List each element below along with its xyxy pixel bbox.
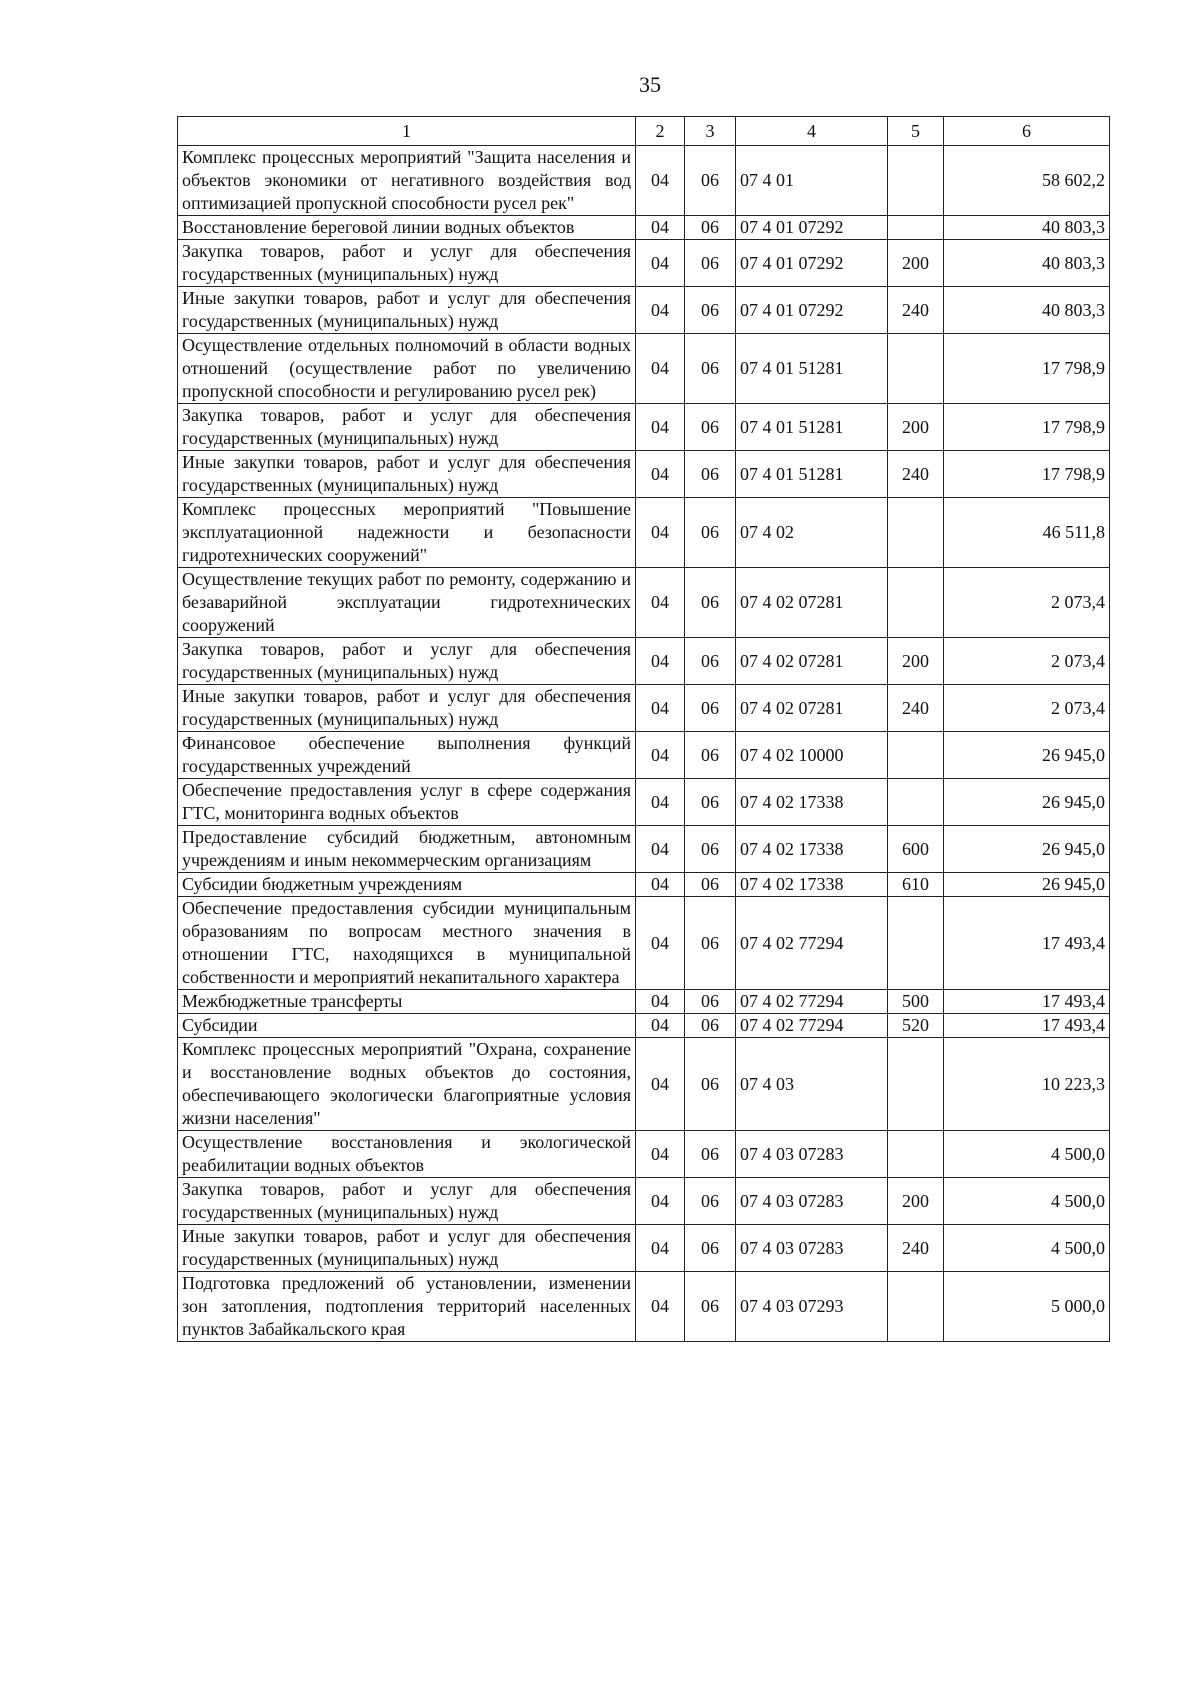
table-row <box>178 287 1110 334</box>
section-code-cell: 04 <box>636 685 685 732</box>
subsection-code-cell: 06 <box>685 404 736 451</box>
amount-cell: 4 500,0 <box>944 1178 1110 1225</box>
expense-type-cell <box>888 779 944 826</box>
subsection-code-cell: 06 <box>685 146 736 216</box>
subsection-code-cell: 06 <box>685 1178 736 1225</box>
amount-cell: 2 073,4 <box>944 638 1110 685</box>
row-name-cell: Осуществление текущих работ по ремонту, содержанию и безаварийной эксплуатации гидротехнических сооружений <box>178 568 636 638</box>
row-name-cell: Предоставление субсидий бюджетным, автономным учреждениям и иным некоммерческим организациям <box>178 826 636 873</box>
subsection-code-cell: 06 <box>685 334 736 404</box>
expense-type-cell <box>888 1272 944 1342</box>
amount-cell: 4 500,0 <box>944 1131 1110 1178</box>
subsection-code-cell: 06 <box>685 498 736 568</box>
amount-cell: 4 500,0 <box>944 1225 1110 1272</box>
row-name-cell: Иные закупки товаров, работ и услуг для обеспечения государственных (муниципальных) нужд <box>178 1225 636 1272</box>
amount-cell: 40 803,3 <box>944 240 1110 287</box>
amount-cell: 17 493,4 <box>944 897 1110 990</box>
target-article-cell: 07 4 02 77294 <box>736 1014 888 1038</box>
row-name-cell: Закупка товаров, работ и услуг для обеспечения государственных (муниципальных) нужд <box>178 240 636 287</box>
table-row <box>178 498 1110 568</box>
amount-cell: 40 803,3 <box>944 216 1110 240</box>
target-article-cell: 07 4 01 <box>736 146 888 216</box>
subsection-code-cell: 06 <box>685 779 736 826</box>
table-row <box>178 451 1110 498</box>
row-name-cell: Осуществление отдельных полномочий в области водных отношений (осуществление работ по увеличению пропускной способности и регулированию русел рек) <box>178 334 636 404</box>
table-row <box>178 779 1110 826</box>
row-name-cell: Комплекс процессных мероприятий "Охрана, сохранение и восстановление водных объектов до состояния, обеспечивающего экологически благоприятные условия жизни населения" <box>178 1038 636 1131</box>
amount-cell: 40 803,3 <box>944 287 1110 334</box>
target-article-cell: 07 4 03 <box>736 1038 888 1131</box>
amount-cell: 2 073,4 <box>944 568 1110 638</box>
section-code-cell: 04 <box>636 1131 685 1178</box>
table-row <box>178 685 1110 732</box>
row-name-cell: Обеспечение предоставления услуг в сфере содержания ГТС, мониторинга водных объектов <box>178 779 636 826</box>
subsection-code-cell: 06 <box>685 287 736 334</box>
expense-type-cell: 200 <box>888 404 944 451</box>
expense-type-cell <box>888 568 944 638</box>
expense-type-cell: 200 <box>888 240 944 287</box>
table-row <box>178 146 1110 216</box>
amount-cell: 26 945,0 <box>944 873 1110 897</box>
section-code-cell: 04 <box>636 216 685 240</box>
amount-cell: 17 798,9 <box>944 451 1110 498</box>
target-article-cell: 07 4 03 07283 <box>736 1225 888 1272</box>
section-code-cell: 04 <box>636 404 685 451</box>
table-body <box>178 146 1110 1342</box>
section-code-cell: 04 <box>636 1272 685 1342</box>
amount-cell: 58 602,2 <box>944 146 1110 216</box>
expense-type-cell: 240 <box>888 1225 944 1272</box>
subsection-code-cell: 06 <box>685 732 736 779</box>
section-code-cell: 04 <box>636 732 685 779</box>
subsection-code-cell: 06 <box>685 873 736 897</box>
expense-type-cell: 520 <box>888 1014 944 1038</box>
target-article-cell: 07 4 03 07283 <box>736 1131 888 1178</box>
section-code-cell: 04 <box>636 498 685 568</box>
expense-type-cell: 200 <box>888 638 944 685</box>
subsection-code-cell: 06 <box>685 1225 736 1272</box>
amount-cell: 5 000,0 <box>944 1272 1110 1342</box>
subsection-code-cell: 06 <box>685 897 736 990</box>
subsection-code-cell: 06 <box>685 826 736 873</box>
row-name-cell: Субсидии бюджетным учреждениям <box>178 873 636 897</box>
row-name-cell: Финансовое обеспечение выполнения функций государственных учреждений <box>178 732 636 779</box>
subsection-code-cell: 06 <box>685 568 736 638</box>
amount-cell: 17 798,9 <box>944 404 1110 451</box>
row-name-cell: Осуществление восстановления и экологической реабилитации водных объектов <box>178 1131 636 1178</box>
section-code-cell: 04 <box>636 897 685 990</box>
target-article-cell: 07 4 03 07283 <box>736 1178 888 1225</box>
budget-table <box>177 116 1110 1342</box>
target-article-cell: 07 4 02 77294 <box>736 990 888 1014</box>
expense-type-cell: 500 <box>888 990 944 1014</box>
expense-type-cell: 240 <box>888 287 944 334</box>
target-article-cell: 07 4 02 17338 <box>736 779 888 826</box>
header-cell: 2 <box>636 117 685 146</box>
amount-cell: 46 511,8 <box>944 498 1110 568</box>
row-name-cell: Иные закупки товаров, работ и услуг для обеспечения государственных (муниципальных) нужд <box>178 451 636 498</box>
target-article-cell: 07 4 01 07292 <box>736 240 888 287</box>
expense-type-cell: 600 <box>888 826 944 873</box>
row-name-cell: Комплекс процессных мероприятий "Защита населения и объектов экономики от негативного воздействия вод оптимизацией пропускной способности русел рек" <box>178 146 636 216</box>
header-cell: 6 <box>944 117 1110 146</box>
target-article-cell: 07 4 01 51281 <box>736 451 888 498</box>
section-code-cell: 04 <box>636 826 685 873</box>
section-code-cell: 04 <box>636 334 685 404</box>
expense-type-cell: 240 <box>888 685 944 732</box>
section-code-cell: 04 <box>636 451 685 498</box>
expense-type-cell <box>888 897 944 990</box>
row-name-cell: Обеспечение предоставления субсидии муниципальным образованиям по вопросам местного значения в отношении ГТС, находящихся в муниципальной собственности и мероприятий некапитального характера <box>178 897 636 990</box>
row-name-cell: Закупка товаров, работ и услуг для обеспечения государственных (муниципальных) нужд <box>178 638 636 685</box>
section-code-cell: 04 <box>636 146 685 216</box>
table-row <box>178 897 1110 990</box>
amount-cell: 10 223,3 <box>944 1038 1110 1131</box>
table-row <box>178 1225 1110 1272</box>
section-code-cell: 04 <box>636 638 685 685</box>
expense-type-cell <box>888 498 944 568</box>
table-row <box>178 1131 1110 1178</box>
expense-type-cell <box>888 1131 944 1178</box>
section-code-cell: 04 <box>636 873 685 897</box>
amount-cell: 26 945,0 <box>944 732 1110 779</box>
amount-cell: 26 945,0 <box>944 779 1110 826</box>
row-name-cell: Восстановление береговой линии водных объектов <box>178 216 636 240</box>
target-article-cell: 07 4 02 <box>736 498 888 568</box>
amount-cell: 17 493,4 <box>944 1014 1110 1038</box>
table-row <box>178 1272 1110 1342</box>
section-code-cell: 04 <box>636 1178 685 1225</box>
row-name-cell: Закупка товаров, работ и услуг для обеспечения государственных (муниципальных) нужд <box>178 1178 636 1225</box>
row-name-cell: Иные закупки товаров, работ и услуг для обеспечения государственных (муниципальных) нужд <box>178 287 636 334</box>
amount-cell: 26 945,0 <box>944 826 1110 873</box>
target-article-cell: 07 4 02 17338 <box>736 873 888 897</box>
table-row <box>178 873 1110 897</box>
table-row <box>178 1014 1110 1038</box>
expense-type-cell: 200 <box>888 1178 944 1225</box>
subsection-code-cell: 06 <box>685 1038 736 1131</box>
subsection-code-cell: 06 <box>685 990 736 1014</box>
target-article-cell: 07 4 01 51281 <box>736 404 888 451</box>
amount-cell: 17 493,4 <box>944 990 1110 1014</box>
section-code-cell: 04 <box>636 779 685 826</box>
table-row <box>178 216 1110 240</box>
target-article-cell: 07 4 02 07281 <box>736 685 888 732</box>
subsection-code-cell: 06 <box>685 240 736 287</box>
subsection-code-cell: 06 <box>685 1131 736 1178</box>
expense-type-cell <box>888 146 944 216</box>
section-code-cell: 04 <box>636 287 685 334</box>
row-name-cell: Закупка товаров, работ и услуг для обеспечения государственных (муниципальных) нужд <box>178 404 636 451</box>
header-cell: 5 <box>888 117 944 146</box>
subsection-code-cell: 06 <box>685 685 736 732</box>
table-row <box>178 404 1110 451</box>
target-article-cell: 07 4 02 77294 <box>736 897 888 990</box>
target-article-cell: 07 4 03 07293 <box>736 1272 888 1342</box>
header-cell: 1 <box>178 117 636 146</box>
amount-cell: 17 798,9 <box>944 334 1110 404</box>
subsection-code-cell: 06 <box>685 1272 736 1342</box>
section-code-cell: 04 <box>636 1038 685 1131</box>
row-name-cell: Иные закупки товаров, работ и услуг для обеспечения государственных (муниципальных) нужд <box>178 685 636 732</box>
expense-type-cell <box>888 1038 944 1131</box>
table-row <box>178 1038 1110 1131</box>
table-row <box>178 334 1110 404</box>
expense-type-cell: 610 <box>888 873 944 897</box>
row-name-cell: Межбюджетные трансферты <box>178 990 636 1014</box>
target-article-cell: 07 4 02 17338 <box>736 826 888 873</box>
expense-type-cell <box>888 334 944 404</box>
section-code-cell: 04 <box>636 1225 685 1272</box>
target-article-cell: 07 4 02 07281 <box>736 638 888 685</box>
expense-type-cell: 240 <box>888 451 944 498</box>
expense-type-cell <box>888 216 944 240</box>
header-cell: 3 <box>685 117 736 146</box>
row-name-cell: Субсидии <box>178 1014 636 1038</box>
page-number: 35 <box>639 72 661 97</box>
target-article-cell: 07 4 02 10000 <box>736 732 888 779</box>
target-article-cell: 07 4 01 07292 <box>736 216 888 240</box>
table-row <box>178 826 1110 873</box>
table-row <box>178 240 1110 287</box>
table-row <box>178 638 1110 685</box>
table-row <box>178 1178 1110 1225</box>
target-article-cell: 07 4 01 51281 <box>736 334 888 404</box>
section-code-cell: 04 <box>636 568 685 638</box>
header-cell: 4 <box>736 117 888 146</box>
subsection-code-cell: 06 <box>685 451 736 498</box>
row-name-cell: Комплекс процессных мероприятий "Повышение эксплуатационной надежности и безопасности гидротехнических сооружений" <box>178 498 636 568</box>
expense-type-cell <box>888 732 944 779</box>
section-code-cell: 04 <box>636 1014 685 1038</box>
subsection-code-cell: 06 <box>685 216 736 240</box>
row-name-cell: Подготовка предложений об установлении, изменении зон затопления, подтопления территорий населенных пунктов Забайкальского края <box>178 1272 636 1342</box>
table-row <box>178 990 1110 1014</box>
subsection-code-cell: 06 <box>685 1014 736 1038</box>
section-code-cell: 04 <box>636 240 685 287</box>
target-article-cell: 07 4 02 07281 <box>736 568 888 638</box>
table-header-row <box>178 117 1110 146</box>
subsection-code-cell: 06 <box>685 638 736 685</box>
table-row <box>178 568 1110 638</box>
amount-cell: 2 073,4 <box>944 685 1110 732</box>
target-article-cell: 07 4 01 07292 <box>736 287 888 334</box>
section-code-cell: 04 <box>636 990 685 1014</box>
table-row <box>178 732 1110 779</box>
